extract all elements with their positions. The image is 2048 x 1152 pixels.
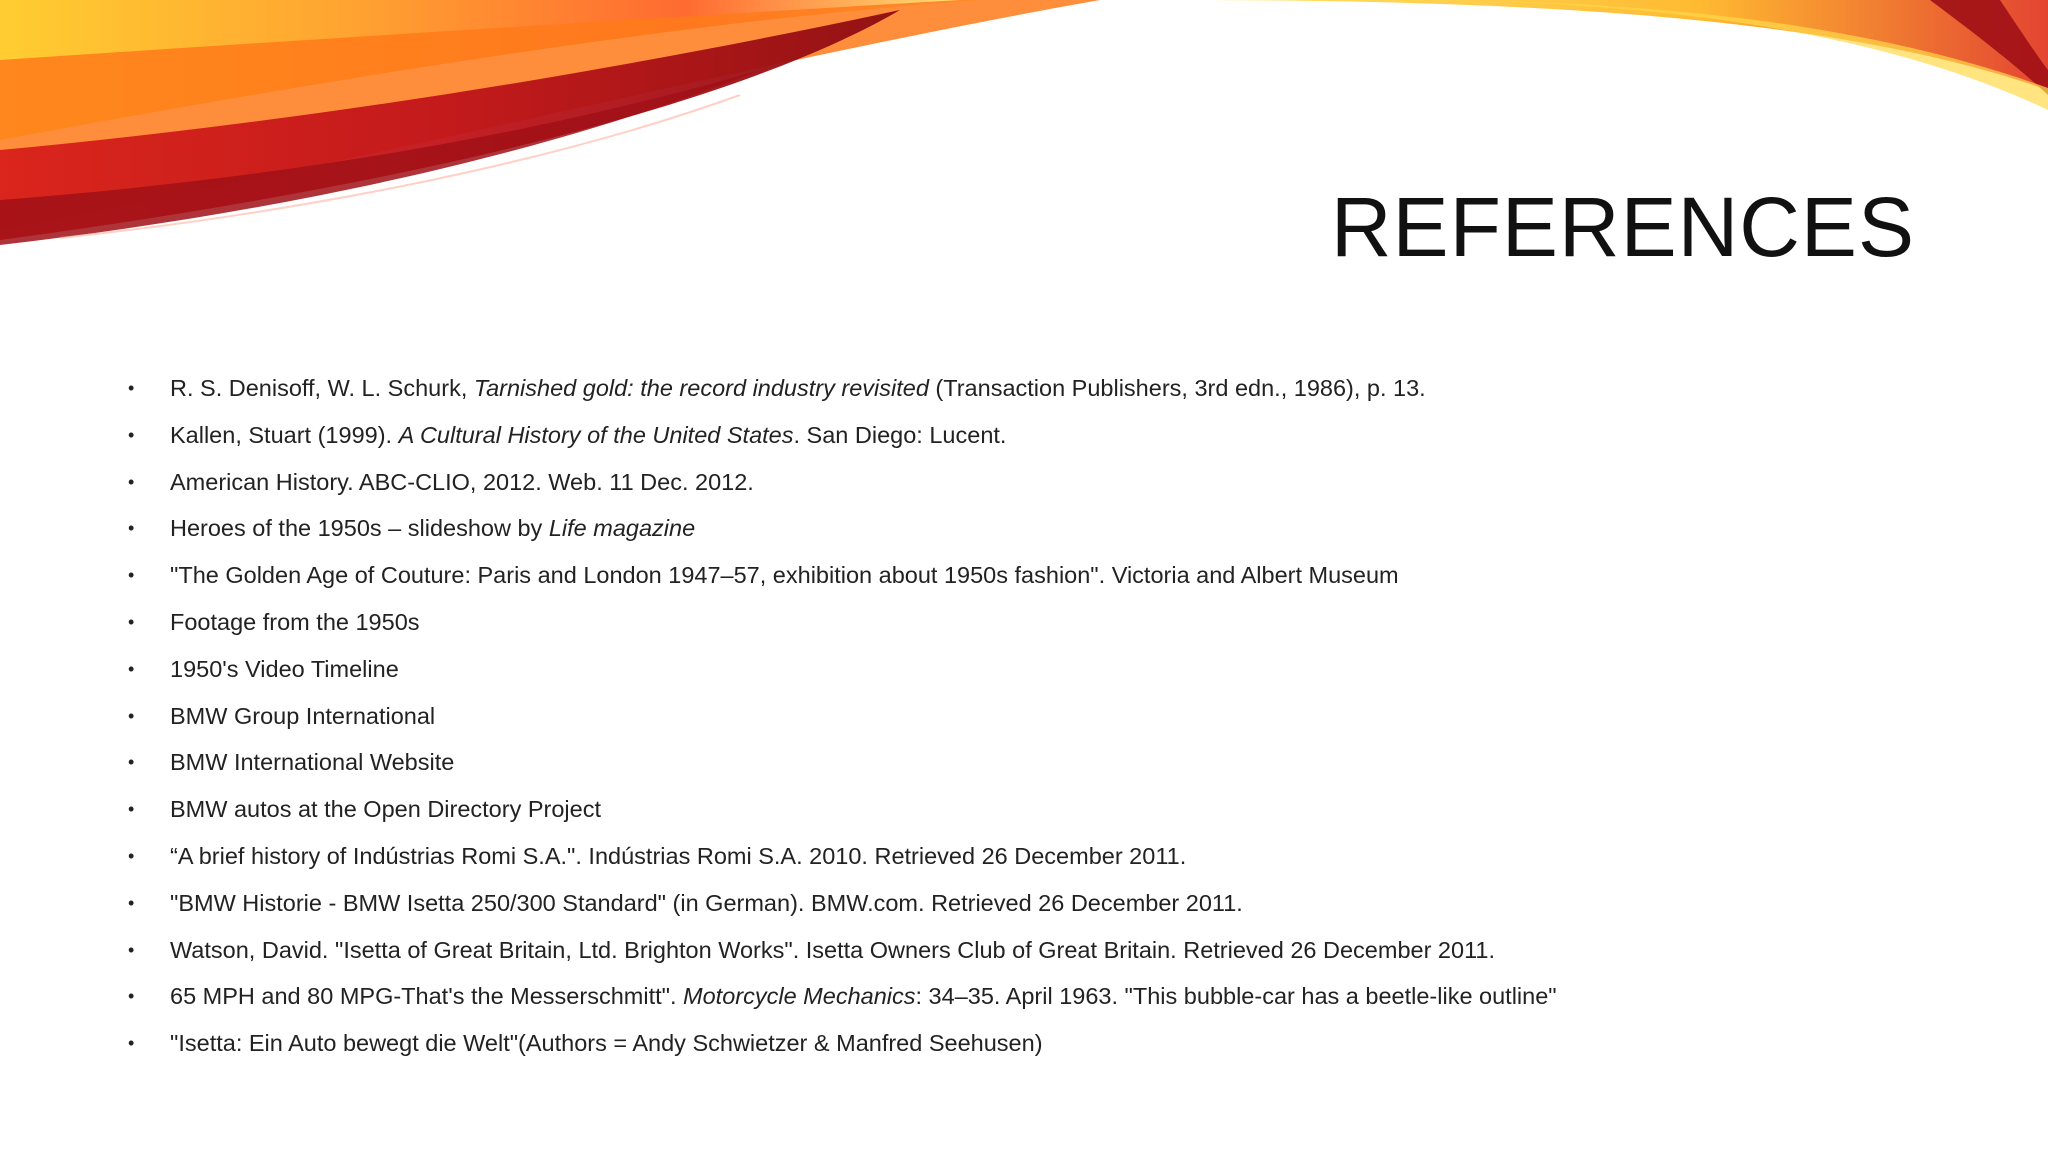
bullet-icon: •	[128, 471, 135, 492]
bullet-icon: •	[128, 752, 135, 773]
list-item	[120, 838, 1980, 885]
list-item	[120, 932, 1980, 979]
bullet-icon: •	[128, 1033, 135, 1054]
list-item	[120, 370, 1980, 417]
reference-text: American History. ABC-CLIO, 2012. Web. 11 Dec. 2012.	[170, 468, 754, 495]
bullet-icon: •	[128, 892, 135, 913]
reference-text: BMW Group International	[170, 702, 436, 729]
list-item	[120, 978, 1980, 1025]
reference-text: . San Diego: Lucent.	[793, 421, 1007, 448]
reference-text: 1950's Video Timeline	[170, 655, 399, 682]
reference-text: (Transaction Publishers, 3rd edn., 1986), p. 13.	[928, 375, 1426, 401]
reference-text: Watson, David. "Isetta of Great Britain, Ltd. Brighton Works". Isetta Owners Club of Great Britain. Retrieved 26 December 2011.	[170, 936, 1495, 963]
reference-text: Footage from the 1950s	[170, 608, 420, 635]
bullet-icon: •	[128, 845, 135, 866]
list-item	[120, 885, 1980, 932]
list-item	[120, 464, 1980, 511]
list-item	[120, 791, 1980, 838]
reference-title-italic: Tarnished gold: the record industry revisited	[473, 375, 929, 401]
bullet-icon: •	[128, 799, 135, 820]
list-item	[120, 417, 1980, 464]
list-item	[120, 510, 1980, 557]
reference-text: "Isetta: Ein Auto bewegt die Welt"(Authors = Andy Schwietzer & Manfred Seehusen)	[170, 1030, 1043, 1057]
slide-title: REFERENCES	[1330, 180, 1915, 274]
bullet-icon: •	[128, 378, 135, 398]
bullet-icon: •	[128, 939, 135, 960]
reference-text: Heroes of the 1950s – slideshow by	[170, 515, 549, 542]
bullet-icon: •	[128, 658, 135, 679]
bullet-icon: •	[128, 986, 135, 1007]
list-item	[120, 557, 1980, 604]
reference-text: 65 MPH and 80 MPG-That's the Messerschmitt".	[170, 983, 684, 1010]
bullet-icon: •	[128, 518, 135, 539]
list-item	[120, 651, 1980, 698]
reference-text: R. S. Denisoff, W. L. Schurk,	[170, 375, 474, 401]
list-item	[120, 698, 1980, 745]
bullet-icon: •	[128, 611, 135, 632]
list-item	[120, 1025, 1980, 1072]
reference-text: "BMW Historie - BMW Isetta 250/300 Standard" (in German). BMW.com. Retrieved 26 December 2011.	[170, 889, 1243, 916]
reference-text: Kallen, Stuart (1999).	[170, 421, 399, 448]
bullet-icon: •	[128, 565, 135, 586]
reference-text: “A brief history of Indústrias Romi S.A.". Indústrias Romi S.A. 2010. Retrieved 26 December 2011.	[170, 842, 1187, 869]
reference-text: "The Golden Age of Couture: Paris and London 1947–57, exhibition about 1950s fashion". Victoria and Albert Museum	[170, 562, 1399, 589]
reference-text: : 34–35. April 1963. "This bubble-car has a beetle-like outline"	[915, 983, 1557, 1010]
bullet-icon: •	[128, 705, 135, 726]
list-item	[120, 604, 1980, 651]
reference-title-italic: A Cultural History of the United States	[398, 421, 794, 448]
reference-title-italic: Life magazine	[548, 515, 696, 542]
reference-text: BMW International Website	[170, 749, 455, 776]
reference-text: BMW autos at the Open Directory Project	[170, 796, 601, 823]
bullet-icon: •	[128, 424, 135, 445]
reference-title-italic: Motorcycle Mechanics	[683, 983, 916, 1010]
references-list	[120, 370, 1980, 1072]
list-item	[120, 744, 1980, 791]
